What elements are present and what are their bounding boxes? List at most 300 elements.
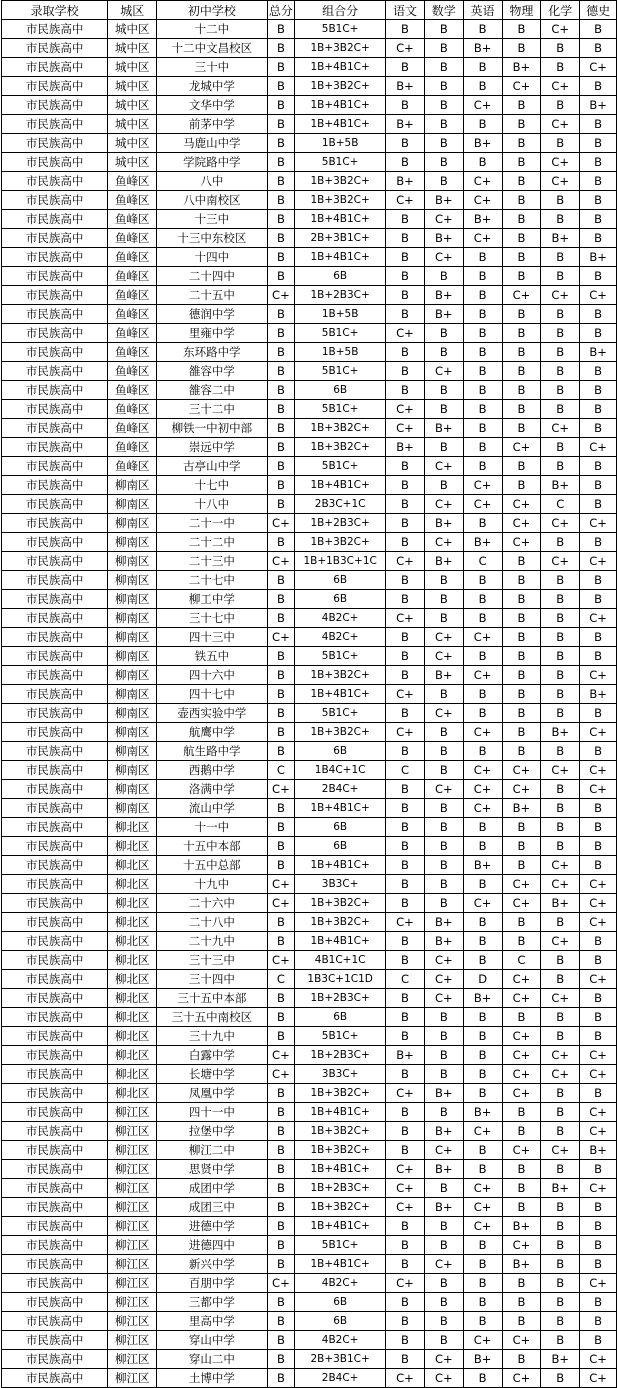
cell-admission-school: 市民族高中 (2, 1350, 108, 1369)
cell-chemistry: C+ (541, 20, 580, 39)
column-header-chemistry: 化学 (541, 1, 580, 20)
cell-middle-school: 拉堡中学 (157, 1122, 267, 1141)
cell-chinese: B (386, 1236, 425, 1255)
cell-admission-school: 市民族高中 (2, 438, 108, 457)
cell-math: C+ (424, 495, 463, 514)
cell-chinese: B (386, 875, 425, 894)
cell-district: 柳北区 (108, 989, 157, 1008)
table-row (2, 286, 617, 305)
table-row (2, 913, 617, 932)
cell-total-grade: C+ (267, 286, 295, 305)
cell-admission-school: 市民族高中 (2, 381, 108, 400)
cell-english: C+ (463, 1217, 502, 1236)
cell-combo-score: 1B3C+1C1D (295, 970, 386, 989)
cell-district: 鱼峰区 (108, 286, 157, 305)
cell-combo-score: 1B+2B3C+ (295, 1046, 386, 1065)
cell-total-grade: B (267, 1331, 295, 1350)
cell-english: B (463, 343, 502, 362)
cell-admission-school: 市民族高中 (2, 343, 108, 362)
cell-math: B (424, 476, 463, 495)
cell-middle-school: 文华中学 (157, 96, 267, 115)
cell-district: 城中区 (108, 153, 157, 172)
cell-physics: B (502, 742, 541, 761)
cell-chinese: B (386, 267, 425, 286)
cell-english: B (463, 514, 502, 533)
cell-combo-score: 5B1C+ (295, 457, 386, 476)
table-row (2, 457, 617, 476)
cell-chemistry: C+ (541, 552, 580, 571)
cell-combo-score: 5B1C+ (295, 324, 386, 343)
cell-chemistry: C+ (541, 1046, 580, 1065)
cell-district: 柳北区 (108, 951, 157, 970)
table-row (2, 1103, 617, 1122)
cell-english: C+ (463, 191, 502, 210)
cell-chemistry: C+ (541, 1141, 580, 1160)
cell-chemistry: B (541, 780, 580, 799)
cell-district: 柳北区 (108, 1046, 157, 1065)
cell-total-grade: B (267, 438, 295, 457)
cell-math: B+ (424, 1160, 463, 1179)
cell-combo-score: 6B (295, 267, 386, 286)
cell-middle-school: 洛满中学 (157, 780, 267, 799)
cell-physics: B (502, 210, 541, 229)
cell-middle-school: 十三中 (157, 210, 267, 229)
cell-total-grade: B (267, 1084, 295, 1103)
cell-ethics-history: B (580, 400, 617, 419)
cell-chinese: B (386, 989, 425, 1008)
cell-chemistry: B (541, 1369, 580, 1388)
table-row (2, 495, 617, 514)
cell-total-grade: B (267, 495, 295, 514)
cell-physics: B (502, 932, 541, 951)
cell-middle-school: 西鹅中学 (157, 761, 267, 780)
cell-combo-score: 2B4C+ (295, 780, 386, 799)
cell-chemistry: C+ (541, 989, 580, 1008)
column-header-total-grade: 总分 (267, 1, 295, 20)
cell-physics: C+ (502, 894, 541, 913)
cell-physics: B (502, 666, 541, 685)
table-row (2, 39, 617, 58)
cell-middle-school: 十四中 (157, 248, 267, 267)
cell-middle-school: 二十二中 (157, 533, 267, 552)
cell-chinese: B (386, 229, 425, 248)
cell-total-grade: B (267, 1027, 295, 1046)
cell-chemistry: B (541, 362, 580, 381)
cell-chemistry: B (541, 438, 580, 457)
cell-math: B+ (424, 552, 463, 571)
cell-math: B (424, 172, 463, 191)
cell-physics: B+ (502, 1255, 541, 1274)
cell-combo-score: 1B+3B2C+ (295, 913, 386, 932)
cell-chemistry: B (541, 457, 580, 476)
cell-district: 柳北区 (108, 932, 157, 951)
cell-chinese: C+ (386, 39, 425, 58)
cell-total-grade: C+ (267, 1065, 295, 1084)
cell-middle-school: 土博中学 (157, 1369, 267, 1388)
cell-english: C+ (463, 229, 502, 248)
cell-middle-school: 学院路中学 (157, 153, 267, 172)
cell-admission-school: 市民族高中 (2, 818, 108, 837)
cell-chemistry: B (541, 191, 580, 210)
cell-chinese: B (386, 1103, 425, 1122)
cell-physics: C+ (502, 1084, 541, 1103)
cell-physics: C+ (502, 1331, 541, 1350)
cell-ethics-history: B (580, 799, 617, 818)
cell-middle-school: 十二中文昌校区 (157, 39, 267, 58)
cell-chinese: B (386, 1293, 425, 1312)
cell-combo-score: 1B+4B1C+ (295, 856, 386, 875)
cell-middle-school: 四十三中 (157, 628, 267, 647)
cell-combo-score: 1B+4B1C+ (295, 476, 386, 495)
table-row (2, 115, 617, 134)
cell-total-grade: B (267, 248, 295, 267)
cell-admission-school: 市民族高中 (2, 1065, 108, 1084)
cell-district: 柳江区 (108, 1217, 157, 1236)
cell-english: B (463, 932, 502, 951)
cell-combo-score: 4B2C+ (295, 1274, 386, 1293)
cell-math: B (424, 343, 463, 362)
cell-middle-school: 雒容二中 (157, 381, 267, 400)
cell-admission-school: 市民族高中 (2, 1103, 108, 1122)
cell-math: B (424, 77, 463, 96)
cell-admission-school: 市民族高中 (2, 495, 108, 514)
column-header-chinese: 语文 (386, 1, 425, 20)
cell-admission-school: 市民族高中 (2, 20, 108, 39)
cell-chinese: B (386, 1255, 425, 1274)
cell-ethics-history: B (580, 419, 617, 438)
cell-chemistry: B (541, 305, 580, 324)
cell-admission-school: 市民族高中 (2, 894, 108, 913)
cell-total-grade: B (267, 1293, 295, 1312)
cell-total-grade: B (267, 856, 295, 875)
cell-english: B+ (463, 1103, 502, 1122)
cell-admission-school: 市民族高中 (2, 704, 108, 723)
cell-math: B (424, 1331, 463, 1350)
cell-total-grade: B (267, 457, 295, 476)
cell-total-grade: B (267, 324, 295, 343)
cell-ethics-history: C+ (580, 514, 617, 533)
cell-admission-school: 市民族高中 (2, 248, 108, 267)
cell-physics: C (502, 951, 541, 970)
cell-math: B (424, 96, 463, 115)
cell-middle-school: 航生路中学 (157, 742, 267, 761)
cell-chemistry: B (541, 1122, 580, 1141)
cell-ethics-history: C+ (580, 894, 617, 913)
cell-district: 柳南区 (108, 685, 157, 704)
cell-math: C+ (424, 210, 463, 229)
cell-chinese: B (386, 666, 425, 685)
cell-combo-score: 2B3C+1C (295, 495, 386, 514)
cell-ethics-history: B (580, 210, 617, 229)
cell-english: B (463, 609, 502, 628)
cell-physics: C+ (502, 495, 541, 514)
column-header-physics: 物理 (502, 1, 541, 20)
cell-english: B (463, 1046, 502, 1065)
table-row (2, 229, 617, 248)
cell-ethics-history: B (580, 457, 617, 476)
cell-math: B (424, 400, 463, 419)
cell-admission-school: 市民族高中 (2, 913, 108, 932)
cell-english: B (463, 590, 502, 609)
cell-district: 柳江区 (108, 1331, 157, 1350)
cell-district: 城中区 (108, 77, 157, 96)
cell-physics: C+ (502, 1369, 541, 1388)
cell-district: 鱼峰区 (108, 305, 157, 324)
cell-district: 柳南区 (108, 571, 157, 590)
cell-physics: B+ (502, 58, 541, 77)
cell-ethics-history: B (580, 153, 617, 172)
cell-ethics-history: B (580, 134, 617, 153)
cell-math: B (424, 267, 463, 286)
cell-total-grade: B (267, 533, 295, 552)
cell-ethics-history: B (580, 172, 617, 191)
cell-ethics-history: B (580, 989, 617, 1008)
cell-admission-school: 市民族高中 (2, 761, 108, 780)
cell-english: B (463, 1274, 502, 1293)
cell-english: C+ (463, 172, 502, 191)
cell-admission-school: 市民族高中 (2, 1027, 108, 1046)
cell-chemistry: B (541, 1103, 580, 1122)
cell-math: B (424, 1065, 463, 1084)
cell-english: B+ (463, 39, 502, 58)
cell-english: C+ (463, 476, 502, 495)
table-row (2, 704, 617, 723)
cell-math: C+ (424, 989, 463, 1008)
cell-combo-score: 1B+4B1C+ (295, 58, 386, 77)
cell-combo-score: 1B+4B1C+ (295, 1255, 386, 1274)
column-header-ethics-history: 德史 (580, 1, 617, 20)
cell-chemistry: B (541, 1084, 580, 1103)
cell-chemistry: B (541, 628, 580, 647)
table-row (2, 951, 617, 970)
cell-physics: B (502, 134, 541, 153)
table-row (2, 609, 617, 628)
cell-english: C+ (463, 780, 502, 799)
cell-combo-score: 4B1C+1C (295, 951, 386, 970)
cell-combo-score: 6B (295, 381, 386, 400)
cell-math: C+ (424, 647, 463, 666)
cell-chemistry: C+ (541, 761, 580, 780)
cell-english: B+ (463, 1350, 502, 1369)
cell-english: B (463, 951, 502, 970)
cell-chinese: B+ (386, 438, 425, 457)
table-row (2, 1236, 617, 1255)
cell-physics: B (502, 1274, 541, 1293)
cell-ethics-history: B (580, 704, 617, 723)
cell-admission-school: 市民族高中 (2, 1141, 108, 1160)
cell-math: C+ (424, 1141, 463, 1160)
table-row (2, 172, 617, 191)
cell-chinese: B (386, 514, 425, 533)
cell-chemistry: B (541, 913, 580, 932)
cell-middle-school: 四十七中 (157, 685, 267, 704)
cell-combo-score: 1B+4B1C+ (295, 210, 386, 229)
cell-middle-school: 航鹰中学 (157, 723, 267, 742)
cell-ethics-history: C+ (580, 552, 617, 571)
cell-ethics-history: B (580, 1217, 617, 1236)
cell-admission-school: 市民族高中 (2, 476, 108, 495)
cell-chinese: B (386, 818, 425, 837)
cell-chemistry: B (541, 381, 580, 400)
table-row (2, 856, 617, 875)
cell-chinese: B (386, 381, 425, 400)
cell-middle-school: 龙城中学 (157, 77, 267, 96)
cell-physics: B (502, 1122, 541, 1141)
cell-english: B+ (463, 989, 502, 1008)
cell-combo-score: 6B (295, 837, 386, 856)
cell-middle-school: 壶西实验中学 (157, 704, 267, 723)
cell-total-grade: B (267, 989, 295, 1008)
cell-admission-school: 市民族高中 (2, 267, 108, 286)
cell-district: 柳江区 (108, 1350, 157, 1369)
cell-chinese: B (386, 1065, 425, 1084)
cell-total-grade: C+ (267, 780, 295, 799)
cell-english: B (463, 248, 502, 267)
cell-english: C (463, 552, 502, 571)
cell-math: B (424, 58, 463, 77)
cell-math: B (424, 723, 463, 742)
cell-admission-school: 市民族高中 (2, 324, 108, 343)
cell-total-grade: B (267, 96, 295, 115)
cell-chemistry: C (541, 495, 580, 514)
cell-physics: B (502, 913, 541, 932)
cell-district: 柳南区 (108, 552, 157, 571)
cell-district: 柳北区 (108, 837, 157, 856)
cell-ethics-history: B+ (580, 248, 617, 267)
cell-math: C+ (424, 970, 463, 989)
cell-ethics-history: B (580, 77, 617, 96)
cell-total-grade: B (267, 134, 295, 153)
cell-english: B (463, 20, 502, 39)
cell-middle-school: 流山中学 (157, 799, 267, 818)
cell-ethics-history: B+ (580, 96, 617, 115)
cell-english: B (463, 381, 502, 400)
cell-english: B (463, 1236, 502, 1255)
cell-chinese: B (386, 856, 425, 875)
cell-district: 城中区 (108, 134, 157, 153)
cell-chinese: C+ (386, 419, 425, 438)
cell-ethics-history: B (580, 229, 617, 248)
cell-english: B (463, 1065, 502, 1084)
cell-combo-score: 3B3C+ (295, 1065, 386, 1084)
cell-chinese: C+ (386, 685, 425, 704)
cell-chinese: B (386, 153, 425, 172)
cell-physics: B (502, 628, 541, 647)
cell-combo-score: 1B+3B2C+ (295, 723, 386, 742)
cell-ethics-history: B (580, 533, 617, 552)
cell-chemistry: B (541, 96, 580, 115)
cell-chemistry: B+ (541, 894, 580, 913)
cell-admission-school: 市民族高中 (2, 115, 108, 134)
cell-admission-school: 市民族高中 (2, 39, 108, 58)
cell-english: B (463, 1255, 502, 1274)
cell-english: B (463, 77, 502, 96)
cell-ethics-history: B (580, 951, 617, 970)
cell-middle-school: 四十六中 (157, 666, 267, 685)
cell-math: B+ (424, 419, 463, 438)
column-header-combo-score: 组合分 (295, 1, 386, 20)
table-row (2, 875, 617, 894)
cell-admission-school: 市民族高中 (2, 1331, 108, 1350)
cell-english: C+ (463, 1331, 502, 1350)
cell-middle-school: 柳铁一中初中部 (157, 419, 267, 438)
table-row (2, 324, 617, 343)
cell-chinese: B (386, 533, 425, 552)
cell-physics: B (502, 248, 541, 267)
cell-physics: B (502, 172, 541, 191)
cell-chemistry: B (541, 400, 580, 419)
cell-total-grade: C+ (267, 552, 295, 571)
table-row (2, 1331, 617, 1350)
table-row (2, 590, 617, 609)
cell-english: B (463, 1160, 502, 1179)
cell-admission-school: 市民族高中 (2, 1122, 108, 1141)
cell-total-grade: B (267, 1008, 295, 1027)
cell-math: B (424, 837, 463, 856)
cell-combo-score: 5B1C+ (295, 1236, 386, 1255)
cell-admission-school: 市民族高中 (2, 609, 108, 628)
cell-english: B (463, 457, 502, 476)
cell-admission-school: 市民族高中 (2, 1179, 108, 1198)
cell-admission-school: 市民族高中 (2, 1084, 108, 1103)
table-row (2, 799, 617, 818)
table-row (2, 1084, 617, 1103)
table-row (2, 305, 617, 324)
cell-physics: C+ (502, 286, 541, 305)
cell-chemistry: B (541, 533, 580, 552)
cell-district: 柳江区 (108, 1141, 157, 1160)
cell-total-grade: B (267, 153, 295, 172)
cell-ethics-history: C+ (580, 1179, 617, 1198)
cell-ethics-history: C+ (580, 723, 617, 742)
cell-ethics-history: C+ (580, 1369, 617, 1388)
cell-chemistry: B+ (541, 229, 580, 248)
cell-combo-score: 1B+4B1C+ (295, 1160, 386, 1179)
cell-district: 鱼峰区 (108, 400, 157, 419)
cell-combo-score: 5B1C+ (295, 400, 386, 419)
cell-total-grade: C+ (267, 875, 295, 894)
cell-ethics-history: C+ (580, 1103, 617, 1122)
cell-chemistry: C+ (541, 932, 580, 951)
cell-admission-school: 市民族高中 (2, 590, 108, 609)
cell-district: 柳江区 (108, 1179, 157, 1198)
cell-math: B (424, 381, 463, 400)
cell-chemistry: B (541, 742, 580, 761)
table-row (2, 248, 617, 267)
cell-district: 柳南区 (108, 495, 157, 514)
cell-admission-school: 市民族高中 (2, 134, 108, 153)
cell-english: B (463, 1141, 502, 1160)
cell-physics: C+ (502, 989, 541, 1008)
cell-middle-school: 马鹿山中学 (157, 134, 267, 153)
cell-middle-school: 十二中 (157, 20, 267, 39)
cell-chinese: B (386, 799, 425, 818)
cell-physics: B (502, 723, 541, 742)
cell-combo-score: 6B (295, 1008, 386, 1027)
cell-physics: B (502, 1312, 541, 1331)
cell-math: B+ (424, 514, 463, 533)
cell-chemistry: B (541, 39, 580, 58)
cell-admission-school: 市民族高中 (2, 191, 108, 210)
cell-admission-school: 市民族高中 (2, 419, 108, 438)
cell-ethics-history: B (580, 1027, 617, 1046)
cell-admission-school: 市民族高中 (2, 685, 108, 704)
cell-english: B (463, 267, 502, 286)
cell-district: 鱼峰区 (108, 210, 157, 229)
cell-chinese: C+ (386, 723, 425, 742)
cell-total-grade: B (267, 191, 295, 210)
table-row (2, 666, 617, 685)
